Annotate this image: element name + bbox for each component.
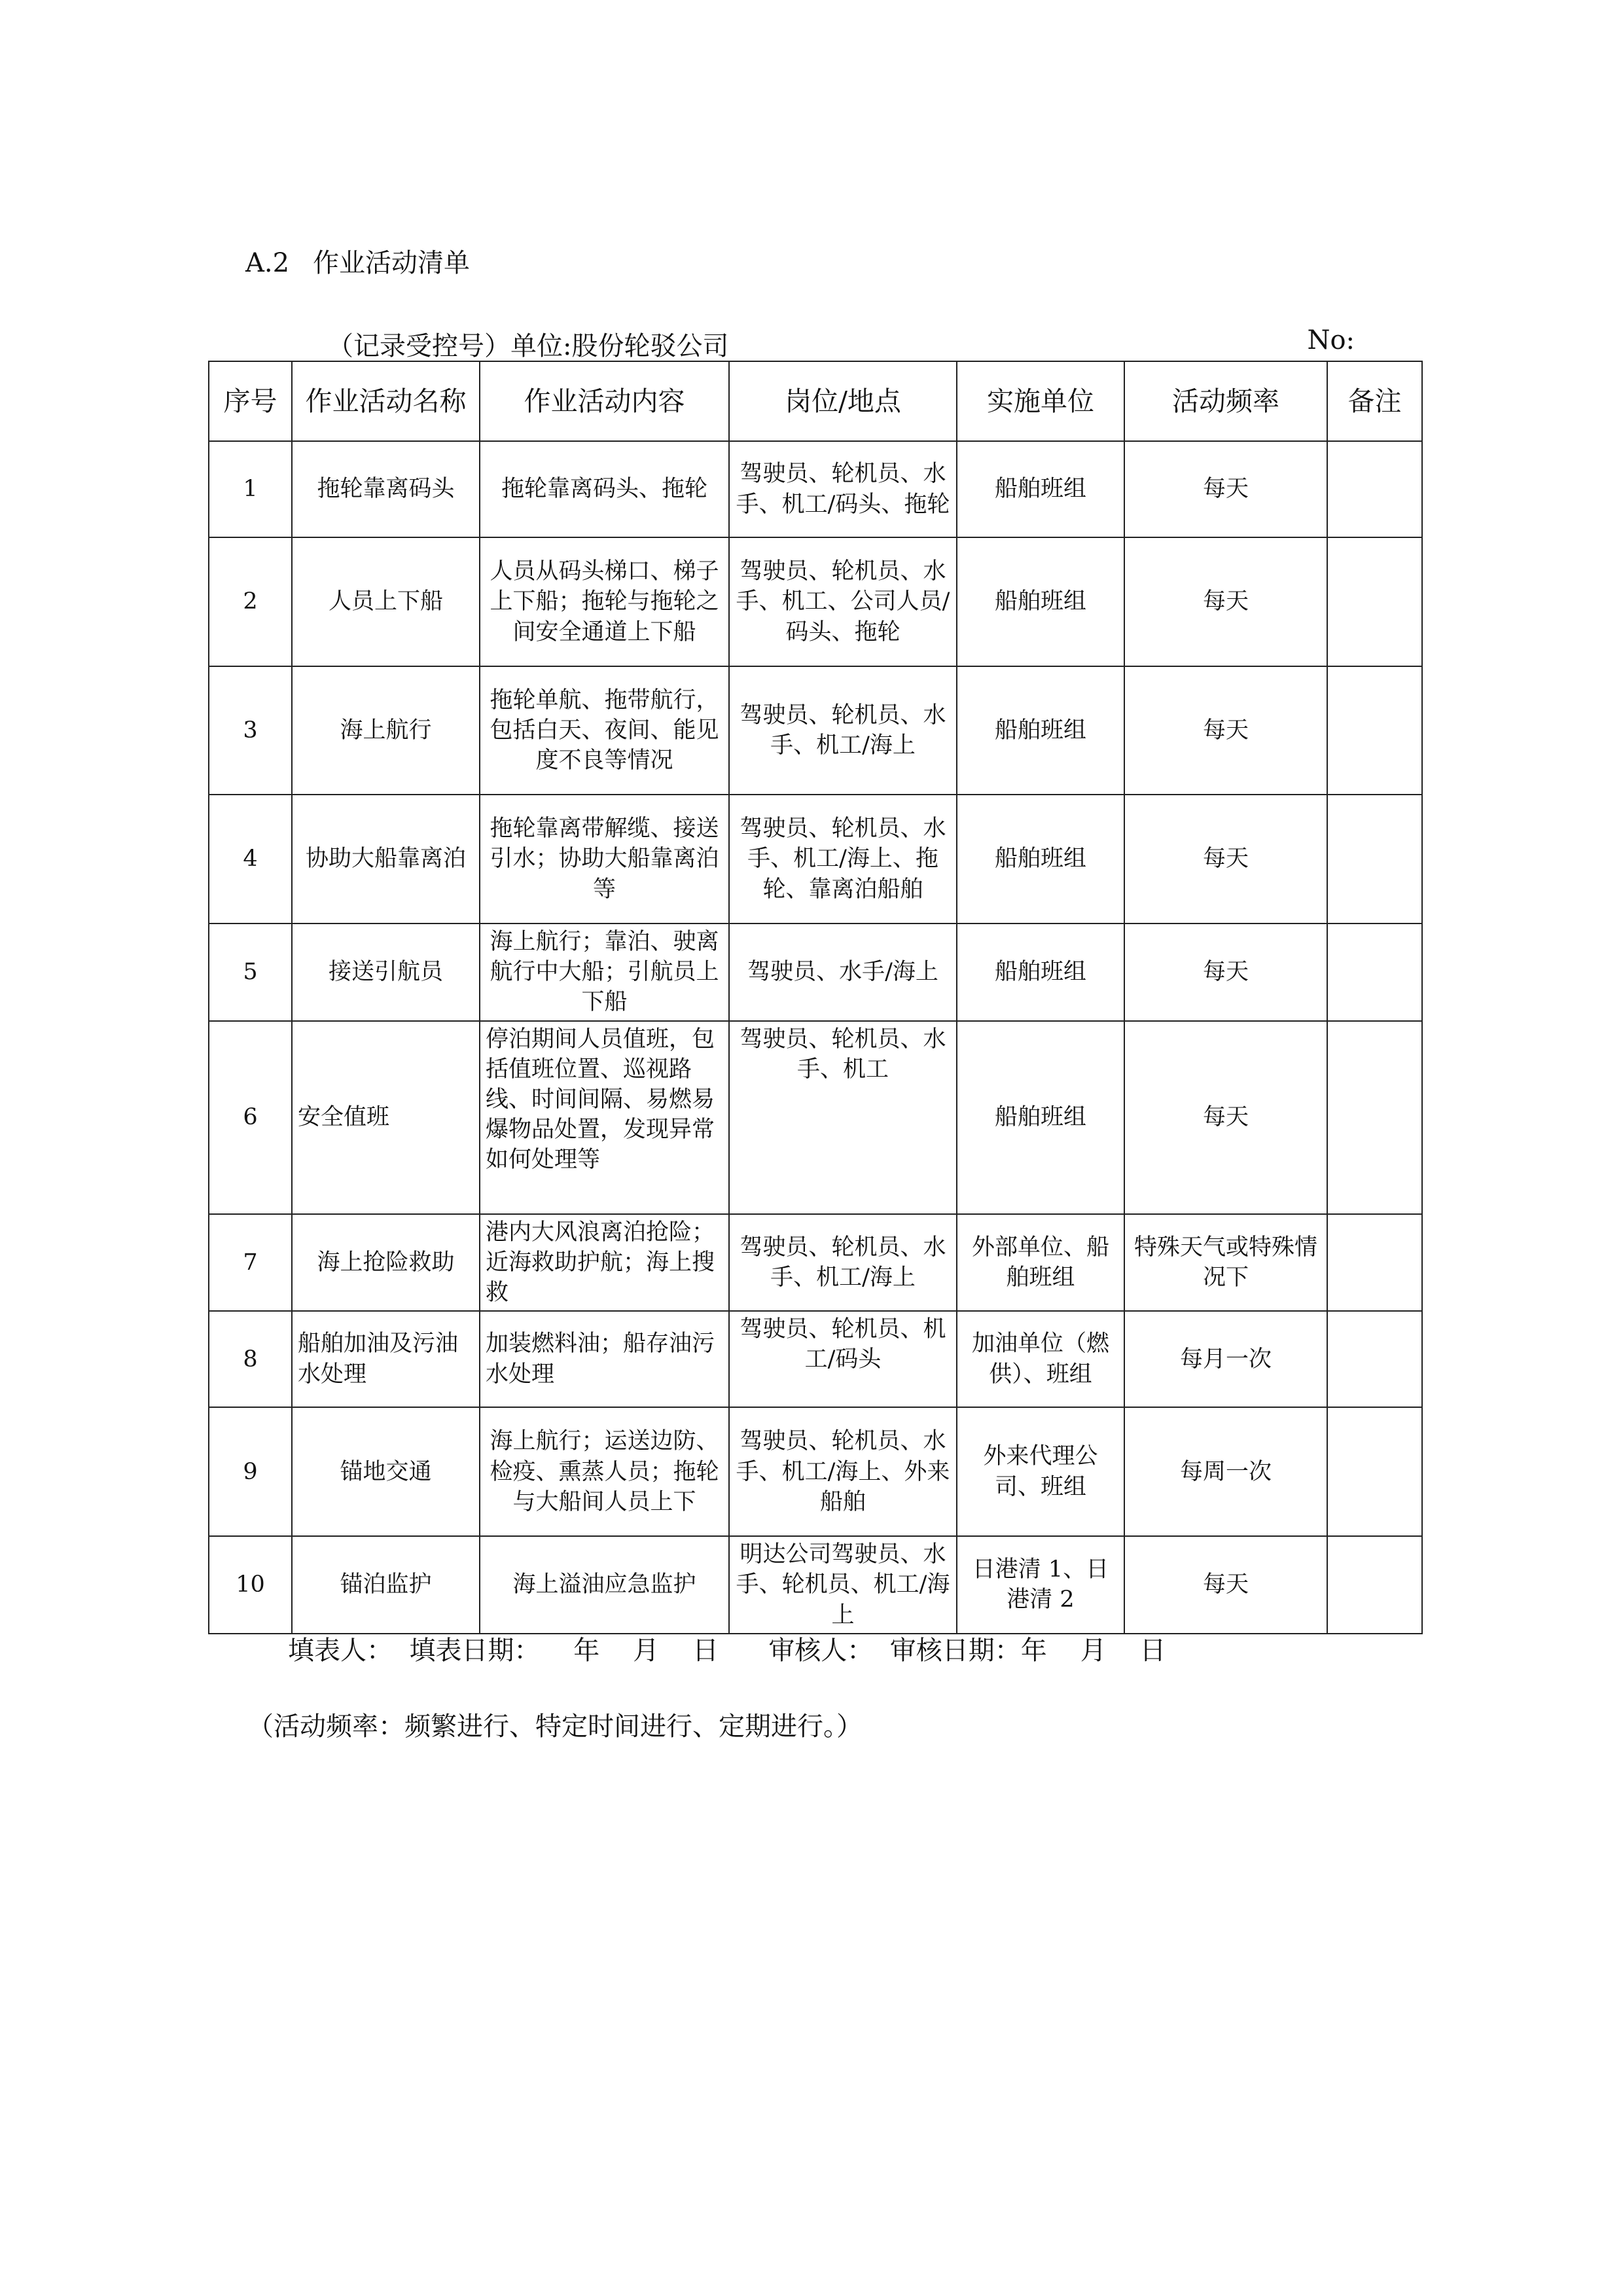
column-header: 实施单位 [957, 361, 1124, 441]
day-label: 日 [692, 1636, 719, 1666]
cell-activity-name: 锚地交通 [292, 1407, 480, 1536]
cell-remark [1327, 795, 1422, 924]
cell-post-location: 驾驶员、轮机员、水手、机工 [729, 1021, 957, 1214]
cell-unit: 日港清 1、日港清 2 [957, 1536, 1124, 1634]
cell-index: 4 [209, 795, 292, 924]
cell-index: 3 [209, 666, 292, 795]
cell-frequency: 每天 [1124, 441, 1327, 537]
cell-activity-name: 安全值班 [292, 1021, 480, 1214]
cell-activity-name: 船舶加油及污油水处理 [292, 1311, 480, 1407]
section-title-text: 作业活动清单 [313, 248, 471, 278]
cell-frequency: 每天 [1124, 666, 1327, 795]
column-header: 作业活动名称 [292, 361, 480, 441]
cell-unit: 外来代理公司、班组 [957, 1407, 1124, 1536]
cell-index: 2 [209, 537, 292, 666]
column-header: 岗位/地点 [729, 361, 957, 441]
cell-post-location: 驾驶员、轮机员、水手、机工/海上、拖轮、靠离泊船舶 [729, 795, 957, 924]
cell-activity-content: 拖轮靠离码头、拖轮 [480, 441, 729, 537]
cell-unit: 加油单位（燃供）、班组 [957, 1311, 1124, 1407]
filler-label: 填表人： [288, 1636, 393, 1666]
table-row [209, 537, 1422, 666]
fill-date-label: 填表日期： [409, 1636, 541, 1666]
day2-label: 日 [1139, 1636, 1166, 1666]
cell-frequency: 每天 [1124, 537, 1327, 666]
cell-frequency: 每月一次 [1124, 1311, 1327, 1407]
month-label: 月 [633, 1636, 660, 1666]
cell-remark [1327, 1407, 1422, 1536]
cell-remark [1327, 537, 1422, 666]
cell-unit: 船舶班组 [957, 924, 1124, 1021]
cell-post-location: 驾驶员、轮机员、水手、机工/海上、外来船舶 [729, 1407, 957, 1536]
cell-remark [1327, 1536, 1422, 1634]
reviewer-label: 审核人： [768, 1636, 874, 1666]
cell-remark [1327, 1311, 1422, 1407]
cell-activity-content: 海上航行；靠泊、驶离航行中大船；引航员上下船 [480, 924, 729, 1021]
record-header [327, 325, 1355, 363]
cell-activity-content: 海上航行；运送边防、检疫、熏蒸人员；拖轮与大船间人员上下 [480, 1407, 729, 1536]
table-row [209, 666, 1422, 795]
column-header: 作业活动内容 [480, 361, 729, 441]
cell-post-location: 驾驶员、轮机员、机工/码头 [729, 1311, 957, 1407]
cell-index: 9 [209, 1407, 292, 1536]
column-header: 备注 [1327, 361, 1422, 441]
cell-unit: 船舶班组 [957, 795, 1124, 924]
table-header-row [209, 361, 1422, 441]
signature-line [288, 1630, 1166, 1667]
cell-frequency: 每天 [1124, 1536, 1327, 1634]
cell-post-location: 明达公司驾驶员、水手、轮机员、机工/海上 [729, 1536, 957, 1634]
month2-label: 月 [1080, 1636, 1107, 1666]
section-number: A.2 [245, 248, 290, 278]
cell-unit: 外部单位、船舶班组 [957, 1214, 1124, 1312]
table-row [209, 1311, 1422, 1407]
year2-label: 年 [1020, 1636, 1047, 1666]
cell-activity-name: 拖轮靠离码头 [292, 441, 480, 537]
record-no-label: No: [1307, 325, 1355, 355]
cell-remark [1327, 441, 1422, 537]
activity-table [208, 361, 1423, 1634]
cell-activity-content: 加装燃料油；船存油污水处理 [480, 1311, 729, 1407]
table-row [209, 924, 1422, 1021]
cell-post-location: 驾驶员、轮机员、水手、机工/码头、拖轮 [729, 441, 957, 537]
cell-post-location: 驾驶员、轮机员、水手、机工、公司人员/码头、拖轮 [729, 537, 957, 666]
cell-unit: 船舶班组 [957, 666, 1124, 795]
cell-activity-content: 海上溢油应急监护 [480, 1536, 729, 1634]
cell-post-location: 驾驶员、轮机员、水手、机工/海上 [729, 1214, 957, 1312]
cell-activity-name: 海上航行 [292, 666, 480, 795]
cell-remark [1327, 1021, 1422, 1214]
cell-index: 1 [209, 441, 292, 537]
table-row [209, 1021, 1422, 1214]
cell-index: 8 [209, 1311, 292, 1407]
cell-index: 7 [209, 1214, 292, 1312]
cell-post-location: 驾驶员、水手/海上 [729, 924, 957, 1021]
cell-remark [1327, 1214, 1422, 1312]
year-label: 年 [573, 1636, 600, 1666]
cell-activity-content: 人员从码头梯口、梯子上下船；拖轮与拖轮之间安全通道上下船 [480, 537, 729, 666]
record-unit: （记录受控号）单位:股份轮驳公司 [327, 331, 729, 361]
cell-frequency: 每周一次 [1124, 1407, 1327, 1536]
section-title [245, 242, 470, 279]
table-row [209, 441, 1422, 537]
cell-activity-content: 拖轮单航、拖带航行，包括白天、夜间、能见度不良等情况 [480, 666, 729, 795]
column-header: 序号 [209, 361, 292, 441]
cell-remark [1327, 924, 1422, 1021]
cell-activity-name: 海上抢险救助 [292, 1214, 480, 1312]
cell-activity-content: 港内大风浪离泊抢险；近海救助护航；海上搜救 [480, 1214, 729, 1312]
table-row [209, 1536, 1422, 1634]
cell-index: 6 [209, 1021, 292, 1214]
cell-activity-name: 协助大船靠离泊 [292, 795, 480, 924]
cell-unit: 船舶班组 [957, 441, 1124, 537]
cell-remark [1327, 666, 1422, 795]
cell-activity-name: 人员上下船 [292, 537, 480, 666]
review-date-label: 审核日期： [889, 1636, 1021, 1666]
cell-frequency: 每天 [1124, 1021, 1327, 1214]
cell-index: 5 [209, 924, 292, 1021]
cell-activity-name: 接送引航员 [292, 924, 480, 1021]
table-row [209, 795, 1422, 924]
cell-unit: 船舶班组 [957, 537, 1124, 666]
cell-activity-name: 锚泊监护 [292, 1536, 480, 1634]
frequency-note: （活动频率：频繁进行、特定时间进行、定期进行。） [247, 1712, 863, 1742]
cell-frequency: 特殊天气或特殊情况下 [1124, 1214, 1327, 1312]
cell-unit: 船舶班组 [957, 1021, 1124, 1214]
cell-activity-content: 停泊期间人员值班，包括值班位置、巡视路线、时间间隔、易燃易爆物品处置，发现异常如何处理等 [480, 1021, 729, 1214]
cell-activity-content: 拖轮靠离带解缆、接送引水；协助大船靠离泊等 [480, 795, 729, 924]
cell-post-location: 驾驶员、轮机员、水手、机工/海上 [729, 666, 957, 795]
table-row [209, 1407, 1422, 1536]
column-header: 活动频率 [1124, 361, 1327, 441]
cell-frequency: 每天 [1124, 795, 1327, 924]
cell-frequency: 每天 [1124, 924, 1327, 1021]
table-row [209, 1214, 1422, 1312]
cell-index: 10 [209, 1536, 292, 1634]
